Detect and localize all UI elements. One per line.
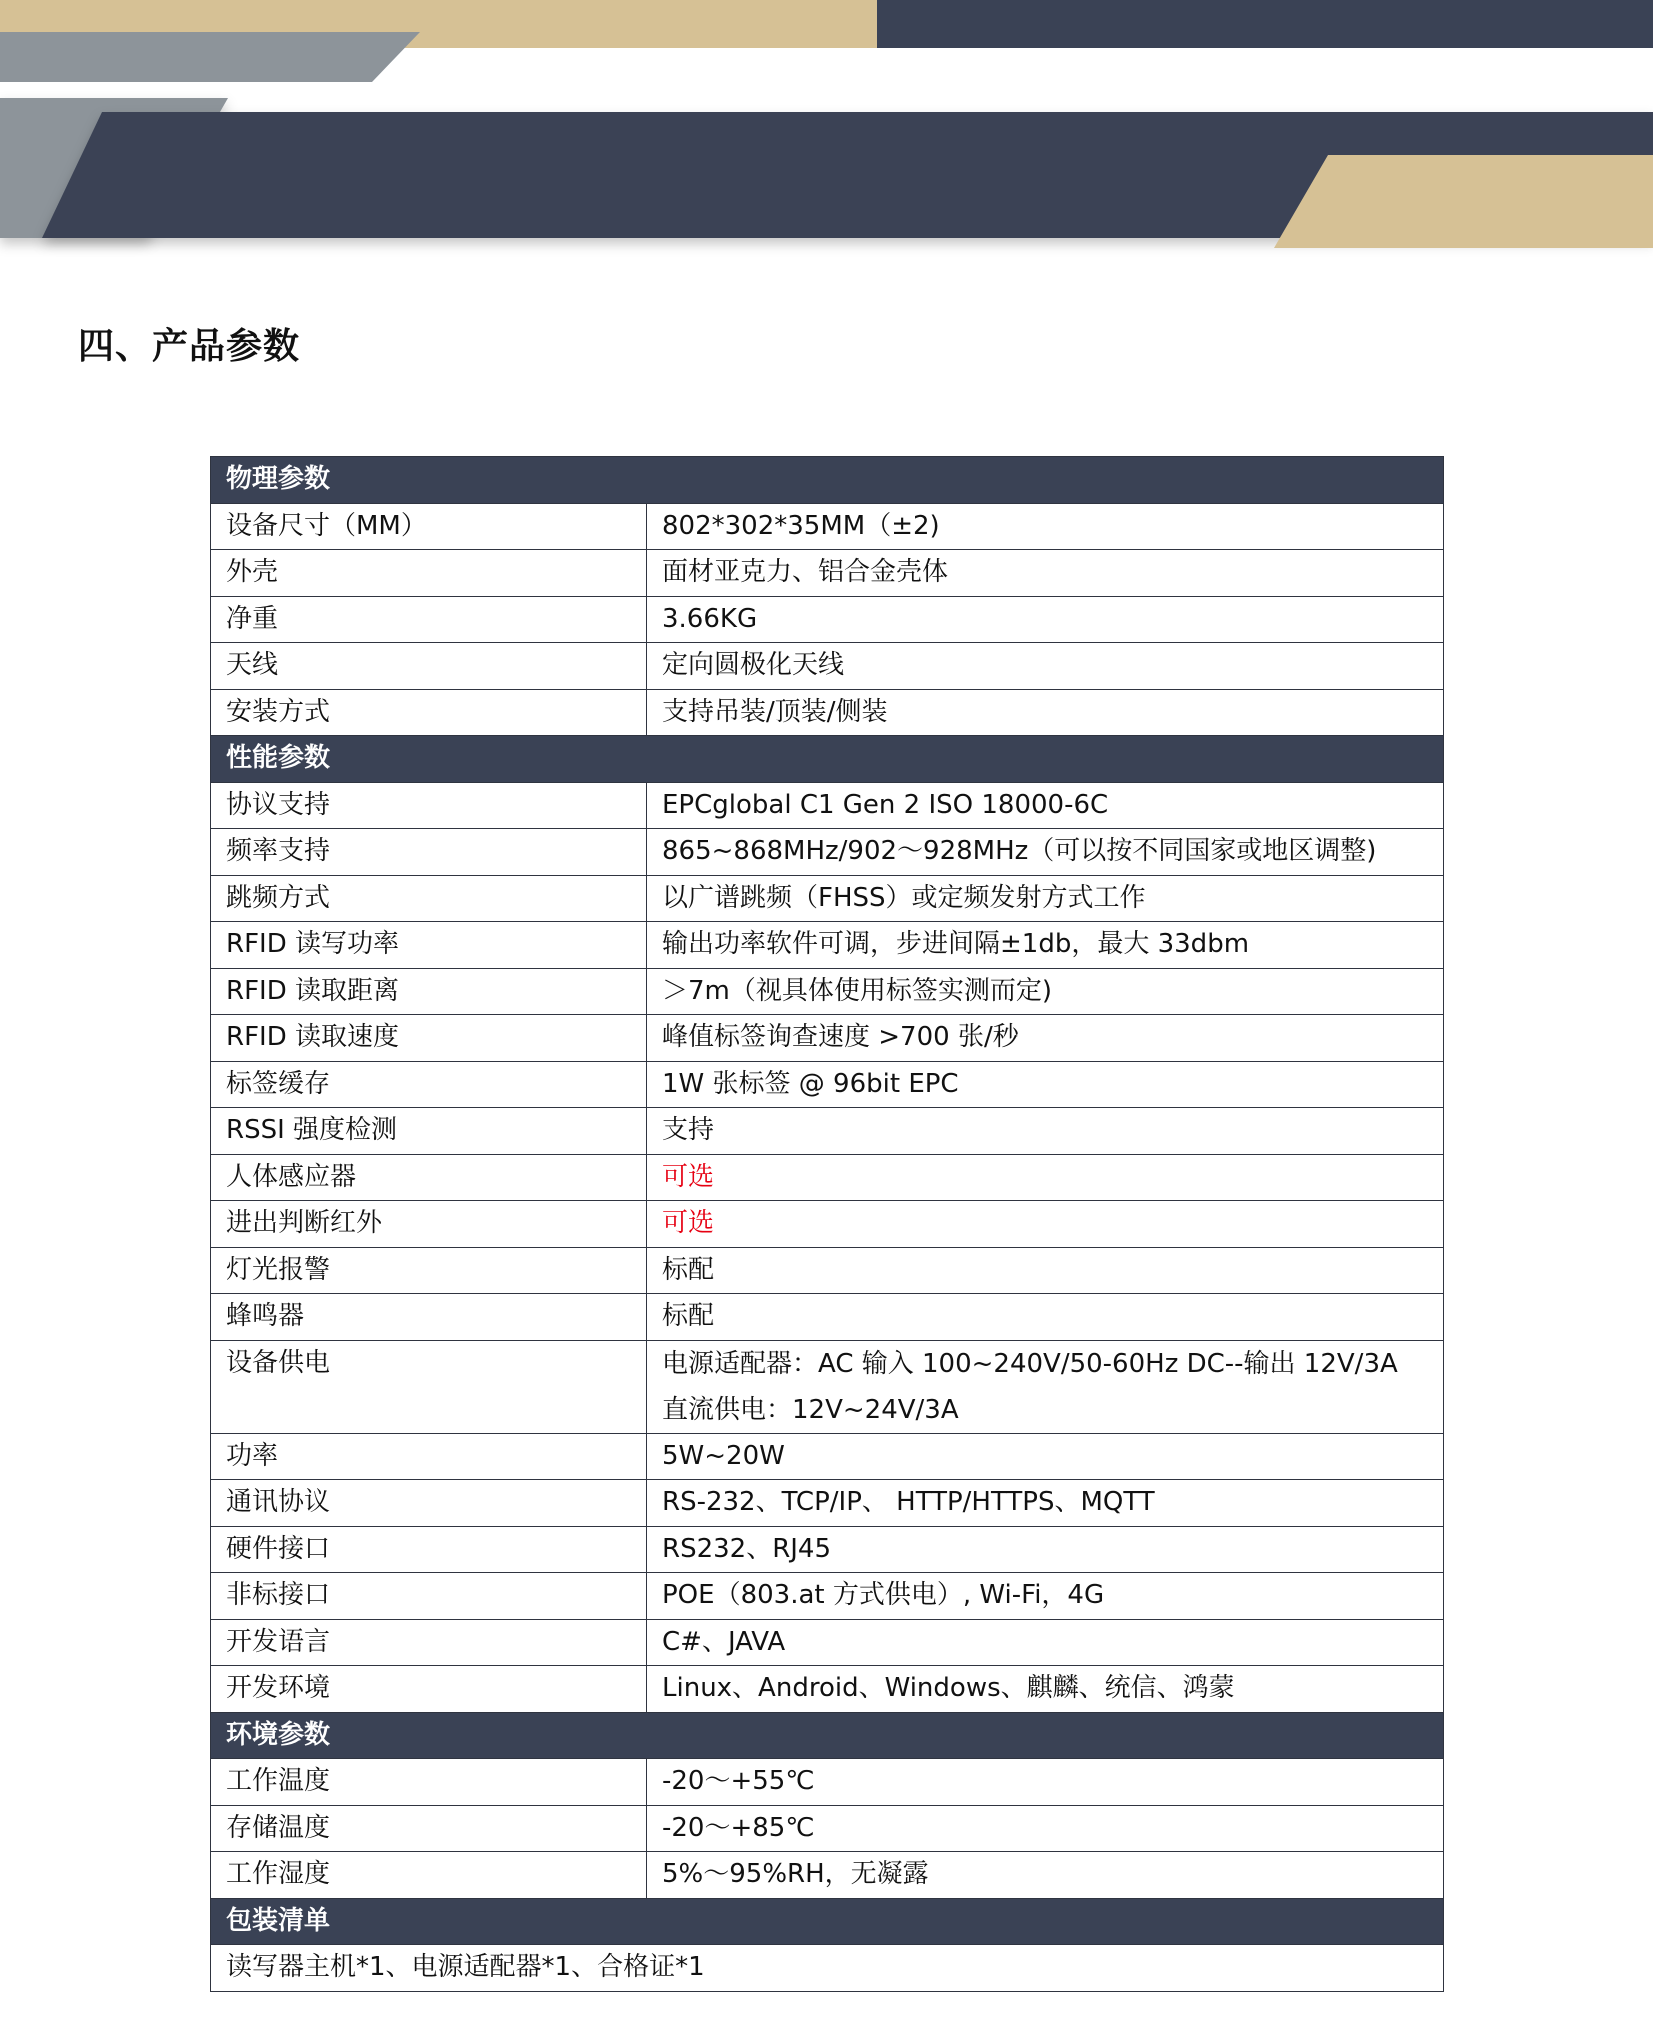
param-value: 面材亚克力、铝合金壳体 (647, 550, 1444, 597)
table-row (211, 1340, 1444, 1433)
table-row (211, 1805, 1444, 1852)
param-value: 峰值标签询查速度 >700 张/秒 (647, 1015, 1444, 1062)
banner-navy-block-top (877, 0, 1653, 48)
param-label: 人体感应器 (211, 1154, 647, 1201)
section-heading: 包装清单 (211, 1898, 1444, 1945)
param-label: 标签缓存 (211, 1061, 647, 1108)
param-label: 协议支持 (211, 782, 647, 829)
param-value (647, 1340, 1444, 1433)
section-heading: 环境参数 (211, 1712, 1444, 1759)
table-row (211, 1294, 1444, 1341)
param-value: 802*302*35MM（±2) (647, 503, 1444, 550)
param-label: 硬件接口 (211, 1526, 647, 1573)
table-row (211, 1526, 1444, 1573)
param-value-line: 直流供电：12V~24V/3A (662, 1394, 959, 1425)
param-label: 天线 (211, 643, 647, 690)
table-row (211, 1154, 1444, 1201)
param-label: 设备供电 (211, 1340, 647, 1433)
table-row (211, 503, 1444, 550)
table-row (211, 1945, 1444, 1992)
param-label: 蜂鸣器 (211, 1294, 647, 1341)
param-value: Linux、Android、Windows、麒麟、统信、鸿蒙 (647, 1666, 1444, 1713)
table-row (211, 643, 1444, 690)
param-label: 开发语言 (211, 1619, 647, 1666)
param-label: 通讯协议 (211, 1480, 647, 1527)
table-row (211, 689, 1444, 736)
table-row (211, 596, 1444, 643)
param-label: 灯光报警 (211, 1247, 647, 1294)
param-value: 5W~20W (647, 1433, 1444, 1480)
param-value: 定向圆极化天线 (647, 643, 1444, 690)
param-value: 标配 (647, 1294, 1444, 1341)
table-row (211, 875, 1444, 922)
param-value: RS-232、TCP/IP、 HTTP/HTTPS、MQTT (647, 1480, 1444, 1527)
param-value: EPCglobal C1 Gen 2 ISO 18000-6C (647, 782, 1444, 829)
table-row (211, 550, 1444, 597)
section-title: 四、产品参数 (78, 326, 301, 367)
table-row (211, 1573, 1444, 1620)
param-value: 可选 (647, 1154, 1444, 1201)
param-label: 非标接口 (211, 1573, 647, 1620)
table-row (211, 1247, 1444, 1294)
param-value-line: 电源适配器：AC 输入 100~240V/50-60Hz DC--输出 12V/3A (662, 1348, 1398, 1379)
param-label: 工作温度 (211, 1759, 647, 1806)
param-value: 3.66KG (647, 596, 1444, 643)
param-value: 标配 (647, 1247, 1444, 1294)
param-value: RS232、RJ45 (647, 1526, 1444, 1573)
table-row (211, 782, 1444, 829)
param-label: RFID 读取距离 (211, 968, 647, 1015)
table-row (211, 1201, 1444, 1248)
table-row (211, 1619, 1444, 1666)
table-row (211, 1852, 1444, 1899)
param-value: 1W 张标签 @ 96bit EPC (647, 1061, 1444, 1108)
param-value: 支持 (647, 1108, 1444, 1155)
param-label: 功率 (211, 1433, 647, 1480)
spec-table-body (211, 457, 1444, 1992)
table-row (211, 1061, 1444, 1108)
param-label: 设备尺寸（MM） (211, 503, 647, 550)
banner-gray-stripe (0, 32, 420, 82)
param-label: RSSI 强度检测 (211, 1108, 647, 1155)
param-value: 以广谱跳频（FHSS）或定频发射方式工作 (647, 875, 1444, 922)
section-header-row (211, 1898, 1444, 1945)
param-value: POE（803.at 方式供电）, Wi-Fi，4G (647, 1573, 1444, 1620)
param-value: 输出功率软件可调，步进间隔±1db，最大 33dbm (647, 922, 1444, 969)
section-heading: 物理参数 (211, 457, 1444, 504)
param-label: 频率支持 (211, 829, 647, 876)
param-label: RFID 读取速度 (211, 1015, 647, 1062)
table-row (211, 922, 1444, 969)
param-label: 外壳 (211, 550, 647, 597)
banner-gold-wedge (1274, 155, 1653, 248)
param-value: 支持吊装/顶装/侧装 (647, 689, 1444, 736)
section-header-row (211, 457, 1444, 504)
param-value: -20～+85℃ (647, 1805, 1444, 1852)
param-label: 进出判断红外 (211, 1201, 647, 1248)
section-heading: 性能参数 (211, 736, 1444, 783)
table-row (211, 1666, 1444, 1713)
param-value: 865~868MHz/902～928MHz（可以按不同国家或地区调整) (647, 829, 1444, 876)
param-label: 跳频方式 (211, 875, 647, 922)
table-row (211, 1015, 1444, 1062)
table-row (211, 829, 1444, 876)
section-header-row (211, 1712, 1444, 1759)
package-contents: 读写器主机*1、电源适配器*1、合格证*1 (211, 1945, 1444, 1992)
param-label: 安装方式 (211, 689, 647, 736)
param-label: 净重 (211, 596, 647, 643)
param-value: ＞7m（视具体使用标签实测而定) (647, 968, 1444, 1015)
param-label: RFID 读写功率 (211, 922, 647, 969)
param-value: 可选 (647, 1201, 1444, 1248)
table-row (211, 1759, 1444, 1806)
param-value: 5%～95%RH，无凝露 (647, 1852, 1444, 1899)
table-row (211, 1480, 1444, 1527)
spec-table (210, 456, 1444, 1992)
param-label: 存储温度 (211, 1805, 647, 1852)
param-value: C#、JAVA (647, 1619, 1444, 1666)
table-row (211, 1433, 1444, 1480)
header-banner (0, 0, 1653, 260)
table-row (211, 1108, 1444, 1155)
param-value: -20～+55℃ (647, 1759, 1444, 1806)
param-label: 开发环境 (211, 1666, 647, 1713)
section-header-row (211, 736, 1444, 783)
param-label: 工作湿度 (211, 1852, 647, 1899)
table-row (211, 968, 1444, 1015)
